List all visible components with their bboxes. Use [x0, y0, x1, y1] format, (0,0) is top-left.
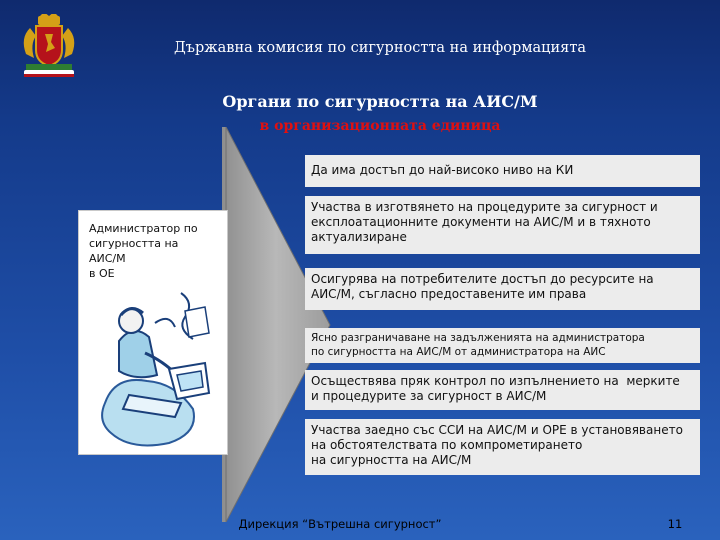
duty-box-1: [305, 155, 700, 187]
duty-box-2: [305, 196, 700, 254]
duty-box-5: [305, 370, 700, 410]
duty-box-6: [305, 419, 700, 475]
duty-text-1: Да има достъп до най-високо ниво на КИ: [311, 163, 574, 177]
role-card: [78, 210, 228, 455]
duty-box-3: [305, 268, 700, 310]
duty-text-6: Участва заедно със ССИ на АИС/М и ОРЕ в установяването на обстоятелствата по компрометирането на сигурността на АИС/М: [311, 423, 683, 467]
duty-text-3: Осигурява на потребителите достъп до ресурсите на АИС/М, съгласно предоставените им права: [311, 272, 654, 301]
slide-subtitle: в организационната единица: [259, 118, 501, 134]
header-title: Държавна комисия по сигурността на информацията: [174, 40, 586, 56]
duty-box-4: [305, 328, 700, 363]
duty-text-4: Ясно разграничаване на задълженията на администратора по сигурността на АИС/М от администратора на АИС: [311, 332, 645, 358]
administrator-at-computer-illustration: [85, 283, 223, 451]
page-number: 11: [667, 517, 683, 531]
duty-text-2: Участва в изготвянето на процедурите за сигурност и експлоатационните документи на АИС/М и в тяхното актуализиране: [311, 200, 658, 244]
duty-text-5: Осъществява пряк контрол по изпълнението на мерките и процедурите за сигурност в АИС/М: [311, 374, 680, 403]
slide-title: Органи по сигурността на АИС/М: [222, 92, 538, 111]
footer-directorate: Дирекция “Вътрешна сигурност”: [238, 517, 442, 531]
coat-of-arms-emblem: [18, 14, 80, 80]
role-label: Администратор по сигурността на АИС/М в ОЕ: [89, 222, 198, 280]
